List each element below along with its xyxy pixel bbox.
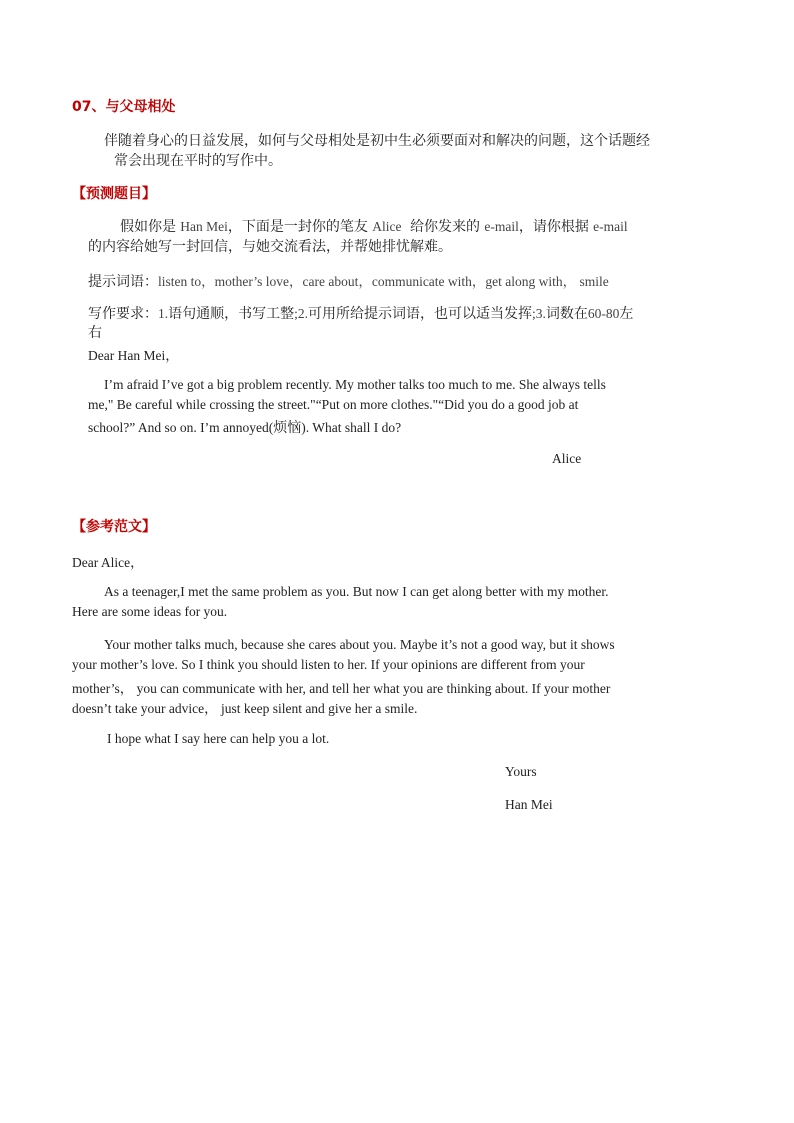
reply-p1-line-1: As a teenager,I met the same problem as you. But now I can get along better with my mother. bbox=[104, 584, 609, 599]
prediction-heading: 【预测题目】 bbox=[72, 186, 156, 202]
letter-signature: Alice bbox=[552, 451, 582, 466]
reply-p2-line-1: Your mother talks much, because she cares about you. Maybe it’s not a good way, but it shows bbox=[104, 637, 615, 652]
reply-p1-line-2: Here are some ideas for you. bbox=[72, 604, 228, 619]
reply-closing: Yours bbox=[505, 764, 537, 779]
intro-line-2: 常会出现在平时的写作中。 bbox=[114, 153, 282, 169]
letter-greeting: Dear Han Mei， bbox=[88, 348, 179, 363]
letter-line-2: me," Be careful while crossing the street."“Put on more clothes."“Did you do a good job at bbox=[88, 397, 579, 412]
reference-heading: 【参考范文】 bbox=[72, 519, 156, 535]
task-line-2: 的内容给她写一封回信，与她交流看法，并帮她排忧解难。 bbox=[88, 239, 452, 255]
letter-line-1: I’m afraid I’ve got a big problem recently. My mother talks too much to me. She always tells bbox=[104, 377, 606, 392]
reply-p2-line-2: your mother’s love. So I think you should listen to her. If your opinions are different from your bbox=[72, 657, 585, 672]
section-title: 07、与父母相处 bbox=[72, 99, 176, 115]
hint-line: 提示词语：listen to，mother’s love，care about，communicate with，get along with， smile bbox=[88, 274, 609, 290]
intro-line-1: 伴随着身心的日益发展，如何与父母相处是初中生必须要面对和解决的问题，这个话题经 bbox=[104, 133, 650, 149]
reply-signature: Han Mei bbox=[505, 797, 553, 812]
reply-p2-line-3: mother’s， you can communicate with her, and tell her what you are thinking about. If your mother bbox=[72, 681, 611, 696]
requirements-line-1: 写作要求：1.语句通顺，书写工整;2.可用所给提示词语，也可以适当发挥;3.词数在60-80左 bbox=[88, 306, 634, 322]
reply-greeting: Dear Alice， bbox=[72, 555, 144, 570]
reply-p3: I hope what I say here can help you a lot. bbox=[107, 731, 330, 746]
reply-p2-line-4: doesn’t take your advice， just keep silent and give her a smile. bbox=[72, 701, 418, 716]
task-line-1: 假如你是 Han Mei，下面是一封你的笔友 Alice 给你发来的 e-mail，请你根据 e-mail bbox=[120, 219, 628, 235]
letter-line-3: school?” And so on. I’m annoyed(烦恼). What shall I do? bbox=[88, 420, 402, 436]
requirements-line-2: 右 bbox=[88, 325, 102, 341]
